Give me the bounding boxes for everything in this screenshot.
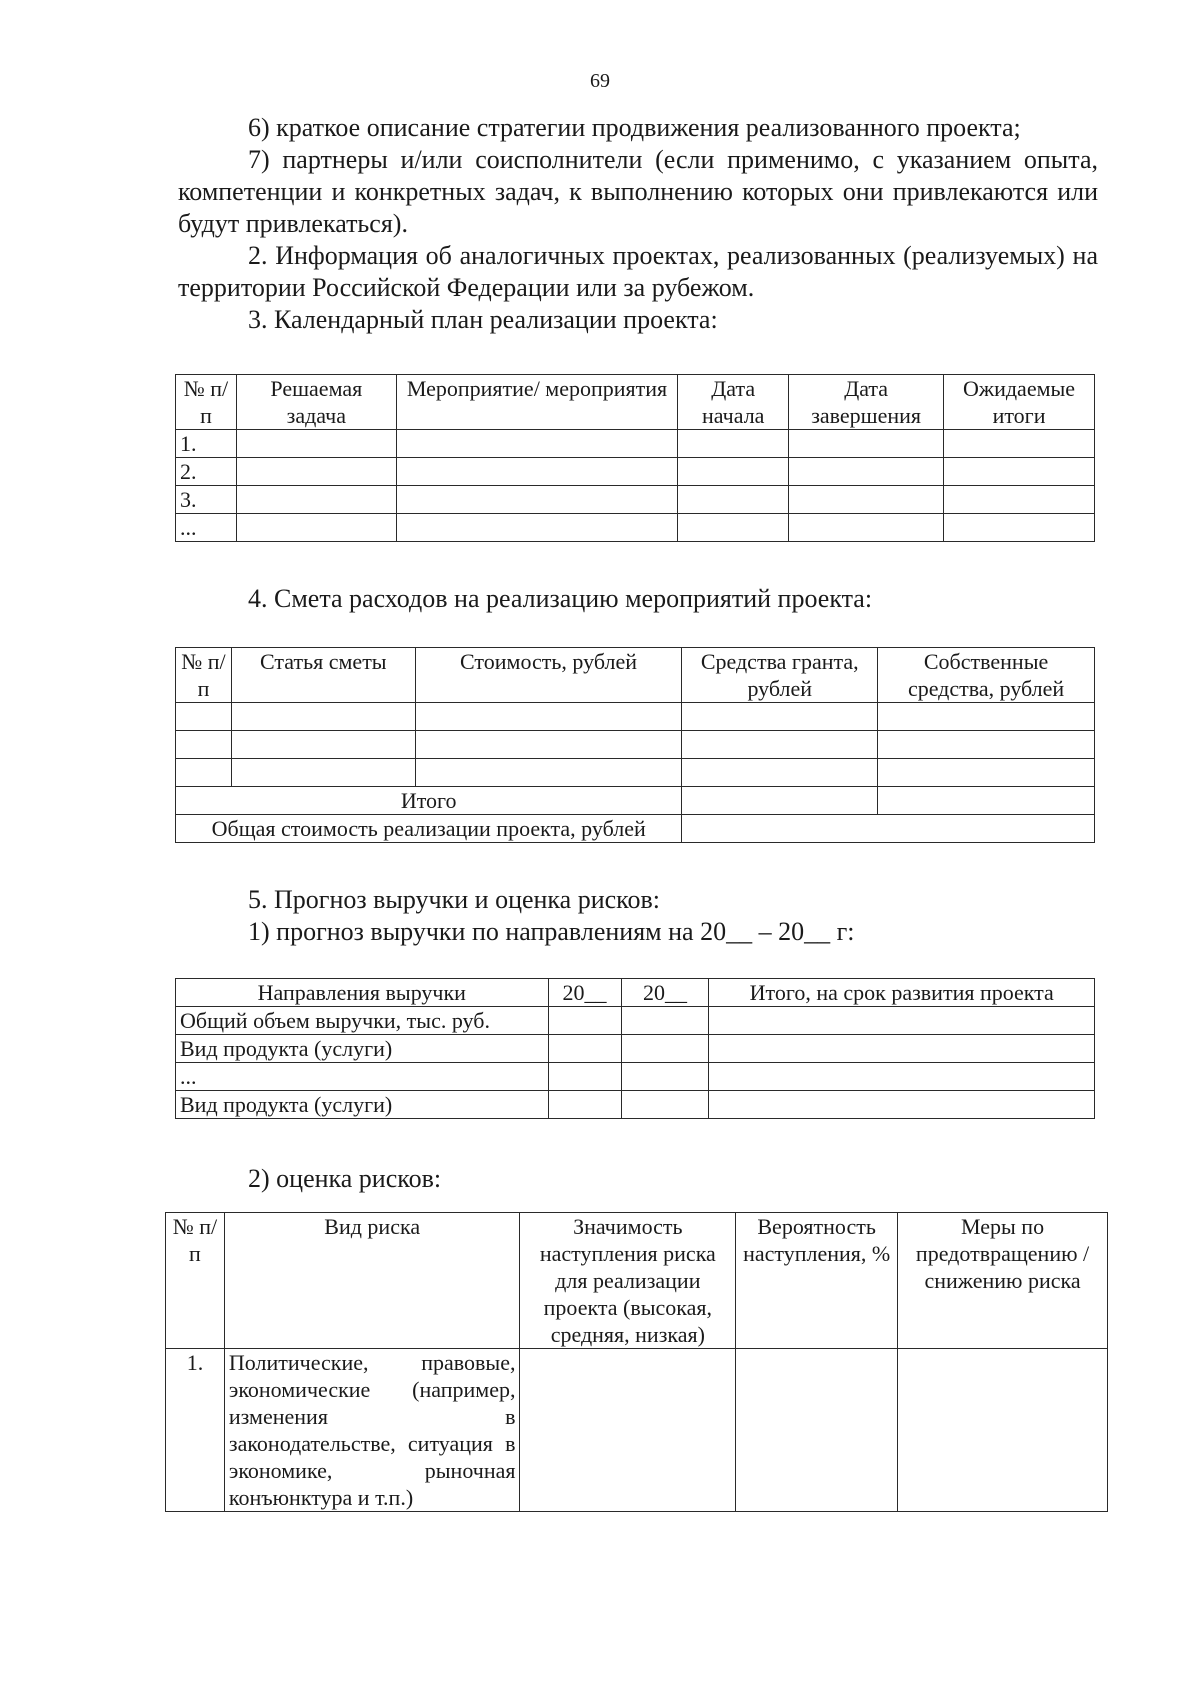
revenue-table [175,978,1095,1119]
budget-header-grant: Средства гранта, рублей [682,648,878,703]
calendar-header-event: Мероприятие/ мероприятия [396,375,678,430]
risks-row-num: 1. [166,1349,225,1512]
section-5-sub2: 2) оценка рисков: [248,1164,442,1193]
budget-header-num: № п/п [176,648,232,703]
calendar-header-num: № п/п [176,375,237,430]
intro-text [178,112,1098,336]
section-4-title: 4. Смета расходов на реализацию мероприятий проекта: [248,584,873,613]
risks-header-measures: Меры по предотвращению /снижению риска [898,1213,1108,1349]
risks-header-num: № п/п [166,1213,225,1349]
calendar-header-end: Дата завершения [789,375,944,430]
calendar-row-num: ... [176,514,237,542]
budget-header-cost: Стоимость, рублей [415,648,682,703]
budget-total-label: Итого [176,787,682,815]
calendar-table [175,374,1095,542]
budget-table [175,647,1095,843]
revenue-row-label: Вид продукта (услуги) [176,1091,549,1119]
item-6: 6) краткое описание стратегии продвижения реализованного проекта; [248,113,1021,142]
budget-overall-label: Общая стоимость реализации проекта, рублей [176,815,682,843]
calendar-row-num: 1. [176,430,237,458]
item-3: 3. Календарный план реализации проекта: [248,305,718,334]
calendar-header-task: Решаемая задача [236,375,396,430]
section-5-sub1: 1) прогноз выручки по направлениям на 20__ – 20__ г: [248,917,855,946]
calendar-row-num: 3. [176,486,237,514]
item-7: 7) партнеры и/или соисполнители (если применимо, с указанием опыта, компетенции и конкретных задач, к выполнению которых они привлекаются или будут привлекаться). [178,145,1098,238]
revenue-header-total: Итого, на срок развития проекта [709,979,1095,1007]
risks-header-significance: Значимость наступления риска для реализации проекта (высокая, средняя, низкая) [520,1213,736,1349]
revenue-row-label: Общий объем выручки, тыс. руб. [176,1007,549,1035]
budget-header-own: Собственные средства, рублей [878,648,1095,703]
revenue-header-direction: Направления выручки [176,979,549,1007]
section-5-title: 5. Прогноз выручки и оценка рисков: [248,885,660,914]
revenue-header-year1: 20__ [548,979,621,1007]
calendar-header-results: Ожидаемые итоги [944,375,1095,430]
calendar-header-start: Дата начала [678,375,789,430]
risks-row-type: Политические, правовые, экономические (например, изменения в законодательстве, ситуация в экономике, рыночная конъюнктура и т.п.) [224,1349,520,1512]
risks-table [165,1212,1108,1512]
revenue-header-year2: 20__ [621,979,709,1007]
revenue-row-label: Вид продукта (услуги) [176,1035,549,1063]
risks-header-probability: Вероятность наступления, % [736,1213,898,1349]
risks-header-type: Вид риска [224,1213,520,1349]
item-2: 2. Информация об аналогичных проектах, реализованных (реализуемых) на территории Российской Федерации или за рубежом. [178,241,1098,302]
budget-header-item: Статья сметы [231,648,415,703]
page-number: 69 [590,70,610,92]
calendar-row-num: 2. [176,458,237,486]
revenue-row-label: ... [176,1063,549,1091]
